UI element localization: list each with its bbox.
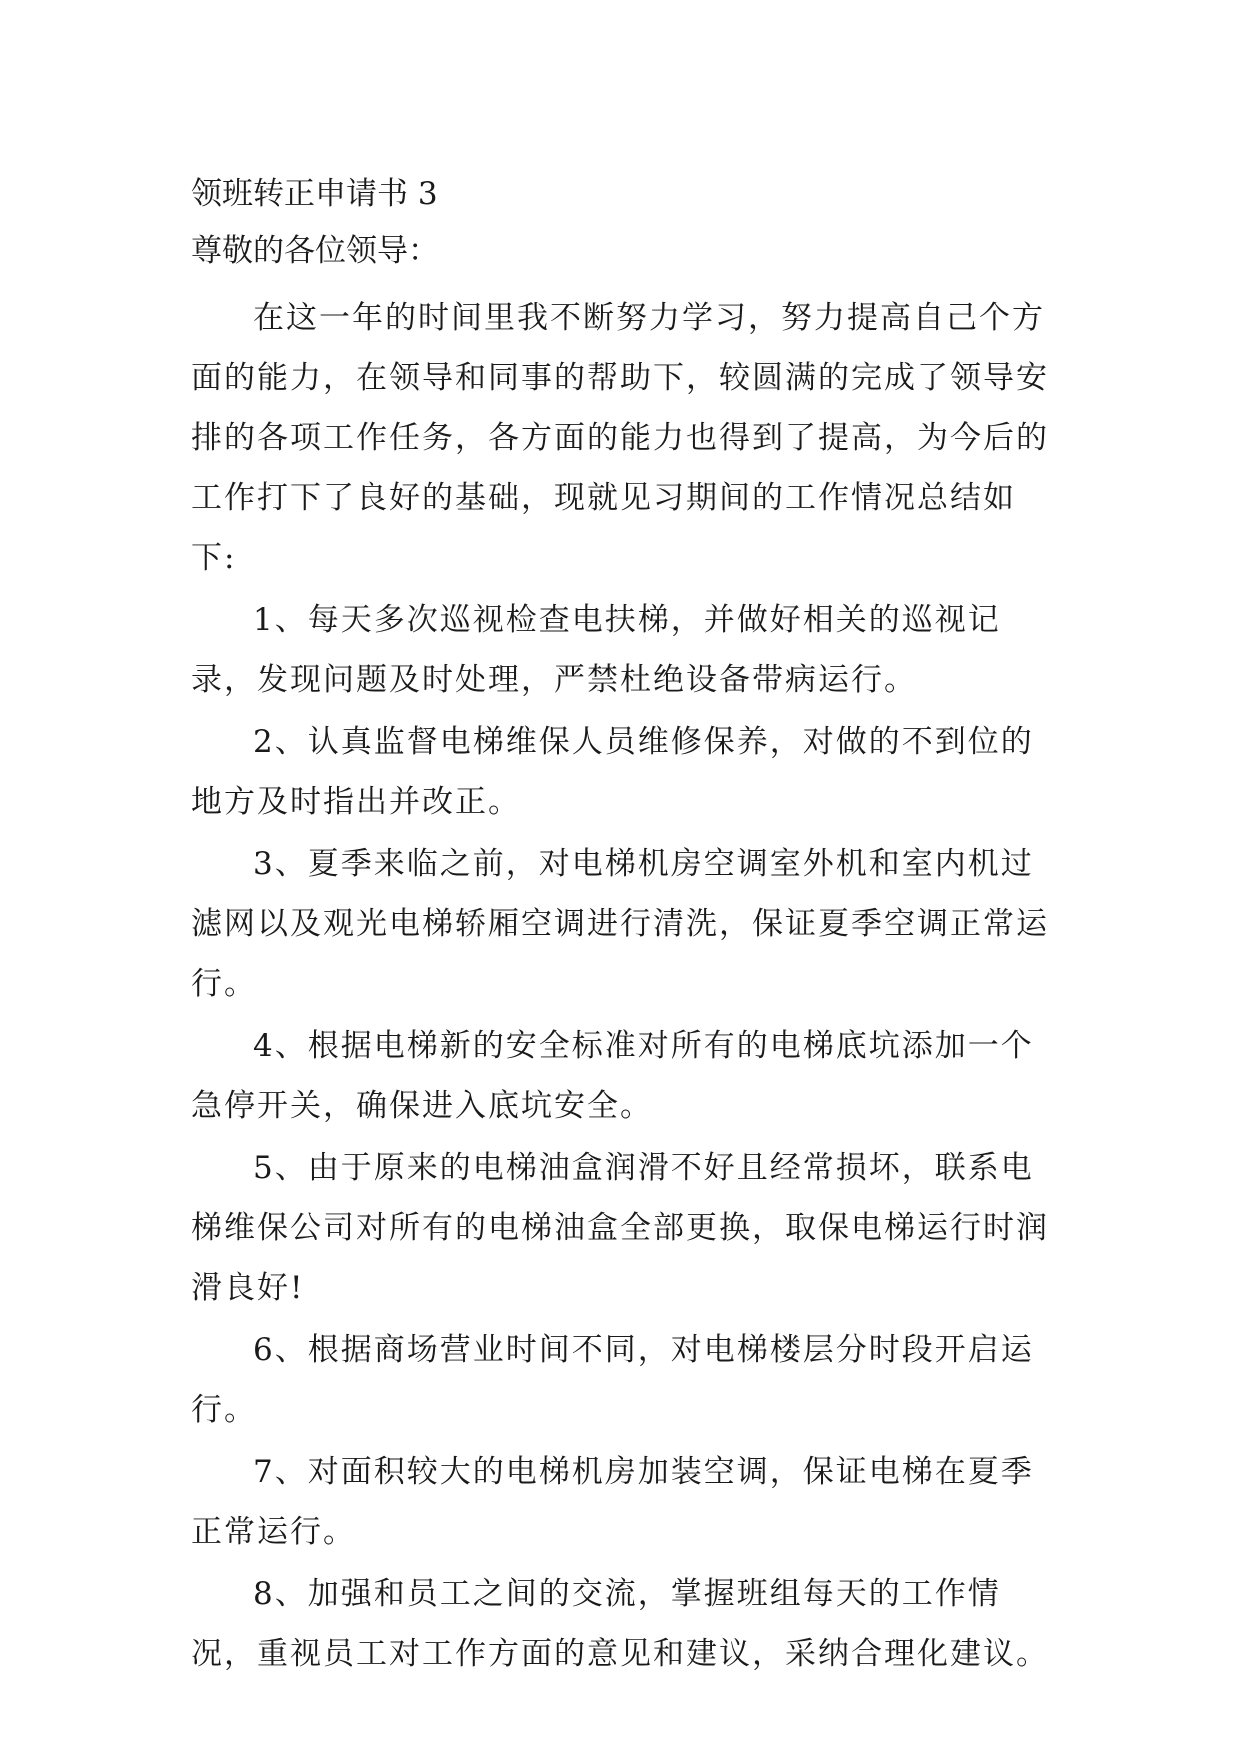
document-title: 领班转正申请书 3 (191, 176, 438, 212)
list-item: 4、根据电梯新的安全标准对所有的电梯底坑添加一个急停开关，确保进入底坑安全。 (191, 1028, 1034, 1124)
list-item: 1、每天多次巡视检查电扶梯，并做好相关的巡视记录，发现问题及时处理，严禁杜绝设备带病运行。 (191, 602, 1001, 698)
salutation: 尊敬的各位领导： (191, 233, 439, 269)
intro-paragraph: 在这一年的时间里我不断努力学习，努力提高自己个方面的能力，在领导和同事的帮助下，较圆满的完成了领导安排的各项工作任务，各方面的能力也得到了提高，为今后的工作打下了良好的基础，现就见习期间的工作情况总结如下: (191, 300, 1049, 576)
list-item: 3、夏季来临之前，对电梯机房空调室外机和室内机过滤网以及观光电梯轿厢空调进行清洗，保证夏季空调正常运行。 (191, 846, 1049, 1002)
list-item: 5、由于原来的电梯油盒润滑不好且经常损坏，联系电梯维保公司对所有的电梯油盒全部更换，取保电梯运行时润滑良好! (191, 1150, 1049, 1306)
document-body (191, 166, 1051, 1684)
list-item: 2、认真监督电梯维保人员维修保养，对做的不到位的地方及时指出并改正。 (191, 724, 1034, 820)
list-item: 7、对面积较大的电梯机房加装空调，保证电梯在夏季正常运行。 (191, 1454, 1034, 1550)
list-item: 8、加强和员工之间的交流，掌握班组每天的工作情况，重视员工对工作方面的意见和建议，采纳合理化建议。 (191, 1576, 1049, 1672)
list-item: 6、根据商场营业时间不同，对电梯楼层分时段开启运行。 (191, 1332, 1034, 1428)
